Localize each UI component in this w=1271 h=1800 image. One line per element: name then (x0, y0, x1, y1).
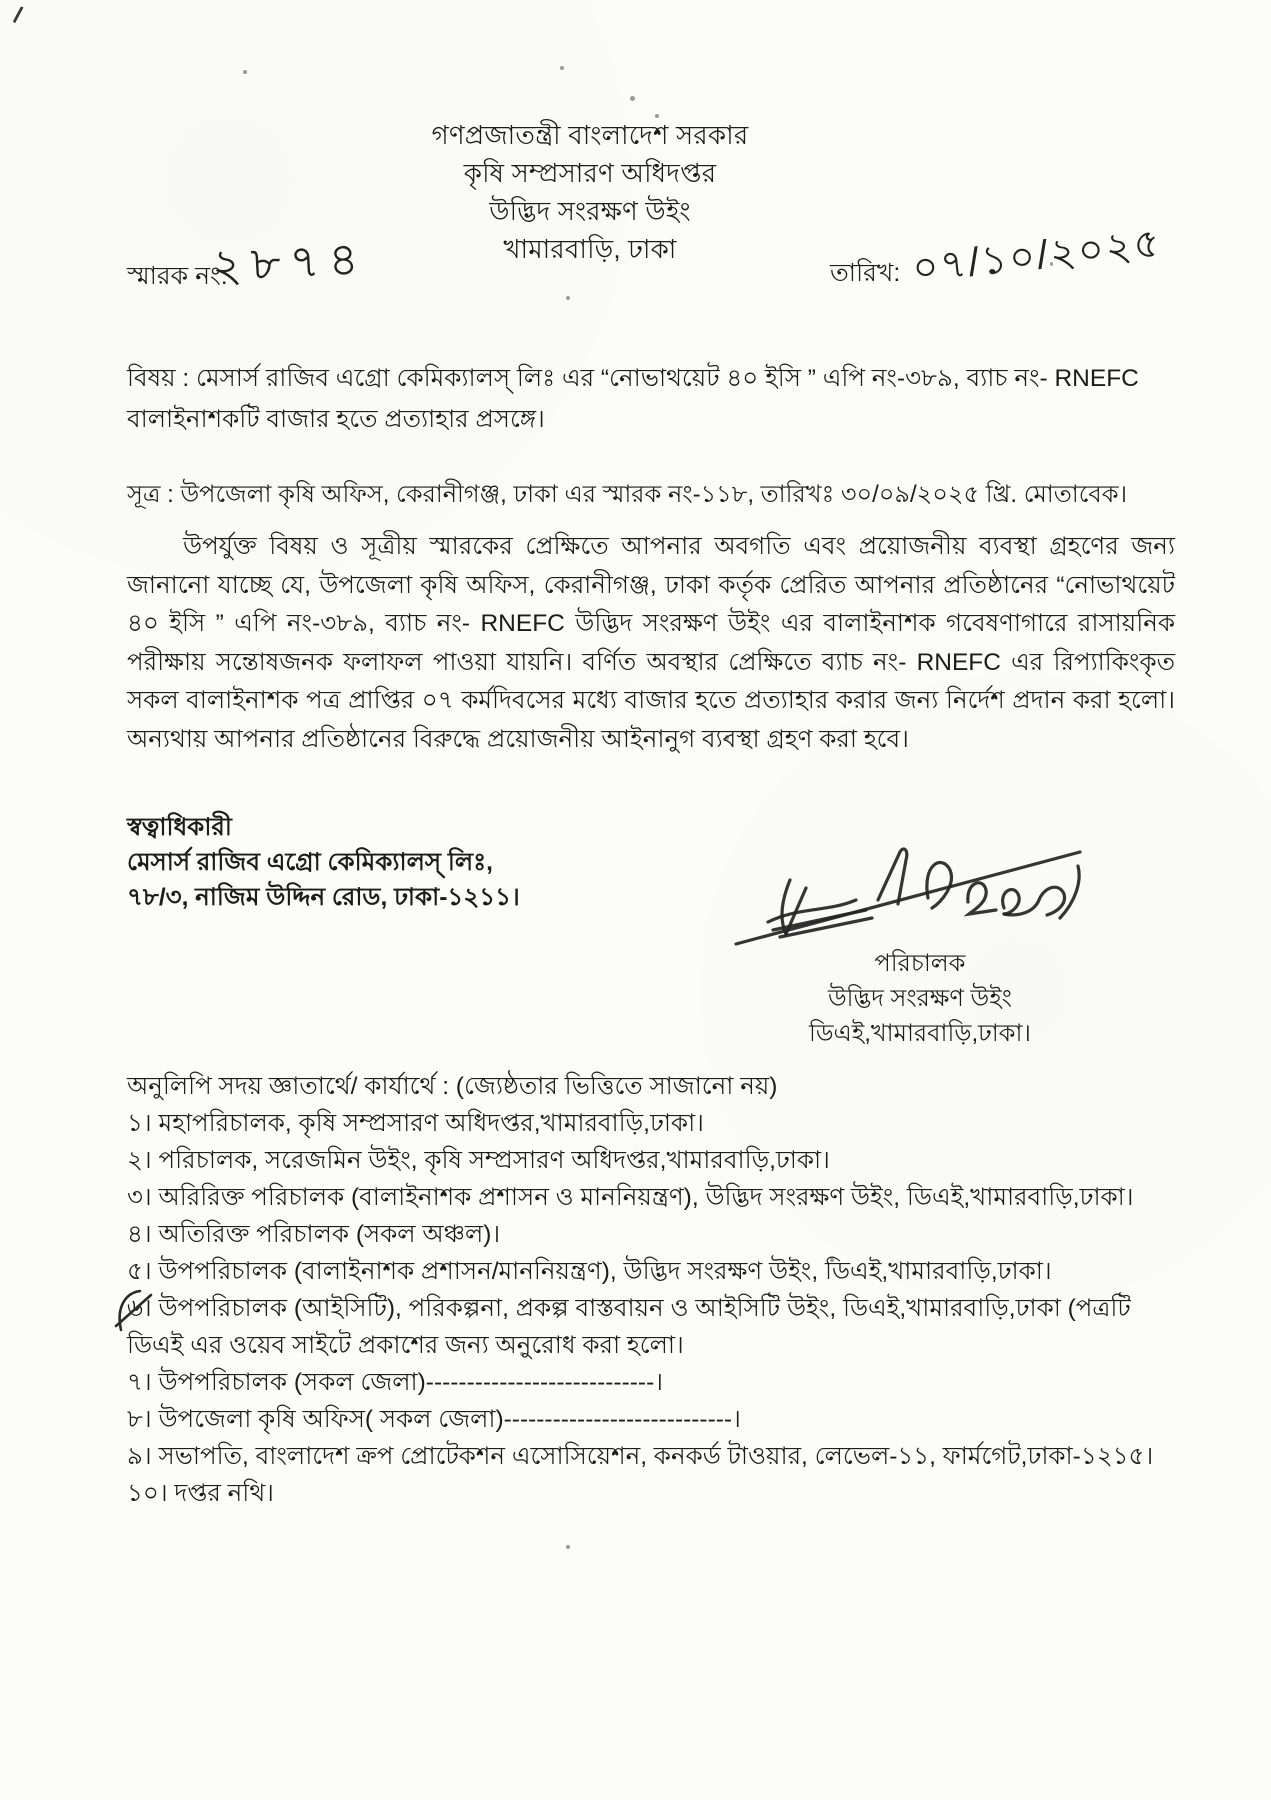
scan-speck (243, 70, 247, 74)
reference-line: সূত্র : উপজেলা কৃষি অফিস, কেরানীগঞ্জ, ঢাকা এর স্মারক নং-১১৮, তারিখঃ ৩০/০৯/২০২৫ খ্রি. মোতাবেক। (127, 481, 1128, 508)
addressee-address: ৭৮/৩, নাজিম উদ্দিন রোড, ঢাকা-১২১১। (127, 884, 520, 911)
signatory-org: উদ্ভিদ সংরক্ষণ উইং (827, 985, 1013, 1012)
memo-number-handwritten: ২৮৭৪ (210, 231, 369, 293)
copy-item-text: ৪। অতিরিক্ত পরিচালক (সকল অঞ্চল)। (127, 1221, 501, 1248)
subject-block (127, 358, 1173, 440)
handwritten-tick-mark (113, 1286, 157, 1332)
memo-number-label: স্মারক নং: (127, 262, 228, 290)
scan-speck (630, 96, 635, 101)
letterhead-wing: উদ্ভিদ সংরক্ষণ উইং (489, 196, 691, 226)
copy-item-text: ১০। দপ্তর নথি। (127, 1480, 274, 1507)
copy-item-text: ১। মহাপরিচালক, কৃষি সম্প্রসারণ অধিদপ্তর,খামারবাড়ি,ঢাকা। (127, 1110, 704, 1137)
addressee-block (127, 810, 520, 915)
signature-scribble (728, 822, 1108, 954)
copy-item-text: ৫। উপপরিচালক (বালাইনাশক প্রশাসন/মাননিয়ন্ত্রণ), উদ্ভিদ সংরক্ষণ উইং, ডিএই,খামারবাড়ি,ঢাকা। (127, 1258, 1052, 1285)
copy-item-1 (127, 1105, 1183, 1142)
copy-item-9 (127, 1438, 1183, 1475)
copy-to-heading: অনুলিপি সদয় জ্ঞাতার্থে/ কার্যার্থে : (জ্যেষ্ঠতার ভিত্তিতে সাজানো নয়) (127, 1073, 778, 1100)
copy-item-8 (127, 1401, 1183, 1438)
copy-item-text: ৩। অরিরিক্ত পরিচালক (বালাইনাশক প্রশাসন ও মাননিয়ন্ত্রণ), উদ্ভিদ সংরক্ষণ উইং, ডিএই,খামারবাড়ি,ঢাকা। (127, 1184, 1134, 1211)
copy-to-section (127, 1068, 1183, 1512)
subject-line-1: বিষয় : মেসার্স রাজিব এগ্রো কেমিক্যালস্ লিঃ এর “নোভাথয়েট ৪০ ইসি ” এপি নং-৩৮৯, ব্যাচ নং- RNEFC (127, 365, 1139, 392)
copy-item-text: ৮। উপজেলা কৃষি অফিস( সকল জেলা)----------------------------। (127, 1406, 741, 1433)
copy-item-text: ৬। উপপরিচালক (আইসিটি), পরিকল্পনা, প্রকল্প বাস্তবায়ন ও আইসিটি উইং, ডিএই,খামারবাড়ি,ঢাকা (পত্রটি ডিএই এর ওয়েব সাইটে প্রকাশের জন্য অনুরোধ করা হলো। (127, 1295, 1131, 1359)
copy-item-6 (127, 1290, 1183, 1364)
date-handwritten: ০৭/১০/২০২৫ (910, 221, 1164, 291)
letterhead-government: গণপ্রজাতন্ত্রী বাংলাদেশ সরকার (431, 120, 749, 150)
letterhead-location: খামারবাড়ি, ঢাকা (503, 234, 677, 264)
scan-speck (566, 296, 570, 300)
copy-item-text: ৭। উপপরিচালক (সকল জেলা)----------------------------। (127, 1369, 663, 1396)
addressee-title: স্বত্বাধিকারী (127, 814, 232, 841)
addressee-company: মেসার্স রাজিব এগ্রো কেমিক্যালস্ লিঃ, (127, 849, 493, 876)
scan-corner-mark (13, 6, 33, 28)
copy-item-3 (127, 1179, 1183, 1216)
body-paragraph: উপর্যুক্ত বিষয় ও সূত্রীয় স্মারকের প্রেক্ষিতে আপনার অবগতি এবং প্রয়োজনীয় ব্যবস্থা গ্রহণের জন্য জানানো যাচ্ছে যে, উপজেলা কৃষি অফিস, কেরানীগঞ্জ, ঢাকা কর্তৃক প্রেরিত আপনার প্রতিষ্ঠানের “নোভাথয়েট ৪০ ইসি ” এপি নং-৩৮৯, ব্যাচ নং- RNEFC উদ্ভিদ সংরক্ষণ উইং এর বালাইনাশক গবেষণাগারে রাসায়নিক পরীক্ষায় সন্তোষজনক ফলাফল পাওয়া যায়নি। বর্ণিত অবস্থার প্রেক্ষিতে ব্যাচ নং- RNEFC এর রিপ্যাকিংকৃত সকল বালাইনাশক পত্র প্রাপ্তির ০৭ কর্মদিবসের মধ্যে বাজার হতে প্রত্যাহার করার জন্য নির্দেশ প্রদান করা হলো। অন্যথায় আপনার প্রতিষ্ঠানের বিরুদ্ধে প্রয়োজনীয় আইনানুগ ব্যবস্থা গ্রহণ করা হবে। (127, 533, 1175, 753)
subject-line-2: বালাইনাশকটি বাজার হতে প্রত্যাহার প্রসঙ্গে। (127, 406, 545, 433)
copy-item-10 (127, 1475, 1183, 1512)
copy-item-5 (127, 1253, 1183, 1290)
copy-item-2 (127, 1142, 1183, 1179)
copy-item-text: ৯। সভাপতি, বাংলাদেশ ক্রপ প্রোটেকশন এসোসিয়েশন, কনকর্ড টাওয়ার, লেভেল-১১, ফার্মগেট,ঢাকা-১২১৫। (127, 1443, 1154, 1470)
copy-item-7 (127, 1364, 1183, 1401)
signatory-title: পরিচালক (874, 950, 966, 977)
date-label: তারিখ: (830, 259, 901, 287)
copy-item-text: ২। পরিচালক, সরেজমিন উইং, কৃষি সম্প্রসারণ অধিদপ্তর,খামারবাড়ি,ঢাকা। (127, 1147, 830, 1174)
copy-item-4 (127, 1216, 1183, 1253)
scan-speck (560, 66, 564, 70)
signatory-block (770, 946, 1070, 1051)
letterhead-department: কৃষি সম্প্রসারণ অধিদপ্তর (463, 158, 717, 188)
scan-speck (566, 1545, 570, 1549)
signatory-address: ডিএই,খামারবাড়ি,ঢাকা। (808, 1020, 1031, 1047)
